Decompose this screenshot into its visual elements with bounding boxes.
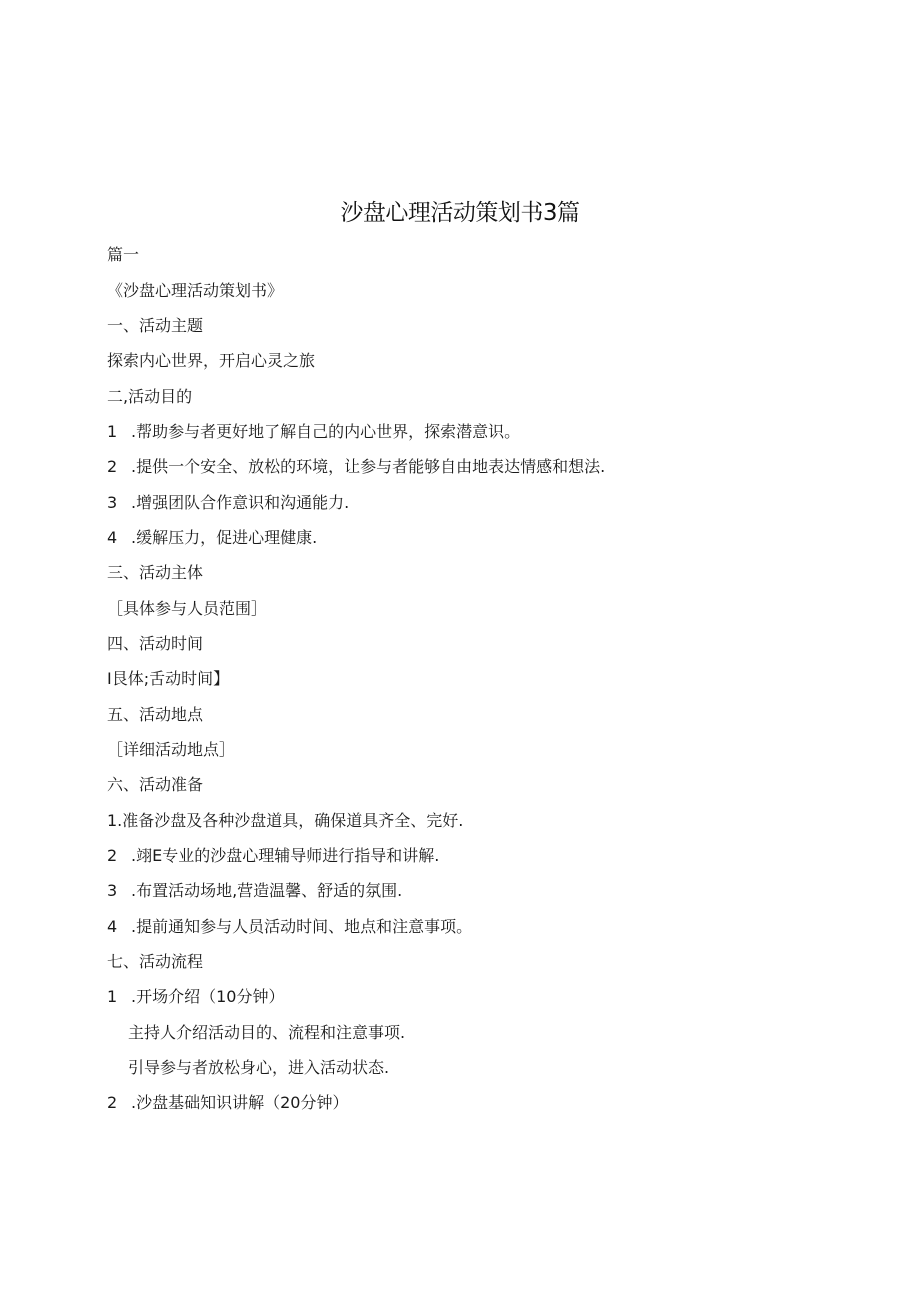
list-number: 4 [107, 528, 118, 547]
list-item [107, 987, 284, 1007]
line-text: 五、活动地点 [107, 705, 204, 724]
list-number: 3 [107, 881, 118, 900]
list-number: 1 [107, 422, 118, 441]
heading-process [107, 952, 203, 972]
list-item [107, 493, 349, 513]
list-item [107, 528, 317, 548]
line-text: 四、活动时间 [107, 634, 204, 653]
list-item [107, 811, 463, 831]
line-text: 引导参与者放松身心，进入活动状态. [128, 1058, 390, 1077]
line-text: .布置活动场地,营造温馨、舒适的氛围. [131, 881, 403, 900]
line-text: 篇一 [107, 245, 140, 264]
sub-item [128, 1058, 389, 1078]
heading-participants [107, 563, 203, 583]
line-text: ［详细活动地点］ [107, 740, 236, 759]
heading-preparation [107, 775, 203, 795]
list-number: 1 [107, 987, 118, 1006]
line-text: .翊E专业的沙盘心理辅导师进行指导和讲解. [131, 846, 440, 865]
list-item [107, 917, 472, 937]
heading-purpose [107, 387, 192, 407]
heading-location [107, 705, 203, 725]
list-item [107, 846, 439, 866]
line-text: 一、活动主题 [107, 316, 204, 335]
heading-theme [107, 316, 203, 336]
line-text: I艮体;舌动时间】 [107, 669, 230, 688]
plan-name [107, 281, 283, 301]
line-text: .开场介绍（10分钟） [131, 987, 285, 1006]
paragraph [107, 351, 315, 371]
line-text: ［具体参与人员范围］ [107, 599, 268, 618]
line-text: 1.准备沙盘及各种沙盘道具，确保道具齐全、完好. [107, 811, 464, 830]
line-text: .沙盘基础知识讲解（20分钟） [131, 1093, 349, 1112]
line-text: .缓解压力，促进心理健康. [131, 528, 318, 547]
list-item [107, 422, 520, 442]
list-number: 2 [107, 846, 118, 865]
line-text: .提供一个安全、放松的环境，让参与者能够自由地表达情感和想法. [131, 457, 606, 476]
list-item [107, 1093, 348, 1113]
line-text: 《沙盘心理活动策划书》 [107, 281, 284, 300]
heading-time [107, 634, 203, 654]
list-number: 2 [107, 1093, 118, 1112]
sub-item [128, 1023, 405, 1043]
line-text: 七、活动流程 [107, 952, 204, 971]
line-text: 三、活动主体 [107, 563, 204, 582]
paragraph [107, 599, 267, 619]
list-number: 2 [107, 457, 118, 476]
paragraph [107, 740, 235, 760]
list-item [107, 457, 605, 477]
line-text: 探索内心世界，开启心灵之旅 [107, 351, 316, 370]
list-item [107, 881, 402, 901]
line-text: .提前通知参与人员活动时间、地点和注意事项。 [131, 917, 473, 936]
document-title: 沙盘心理活动策划书3篇 [340, 200, 580, 226]
line-text: .增强团队合作意识和沟通能力. [131, 493, 350, 512]
paragraph [107, 669, 229, 689]
line-text: 主持人介绍活动目的、流程和注意事项. [128, 1023, 406, 1042]
section-label [107, 245, 139, 265]
list-number: 4 [107, 917, 118, 936]
line-text: 二,活动目的 [107, 387, 193, 406]
line-text: .帮助参与者更好地了解自己的内心世界，探索潜意识。 [131, 422, 521, 441]
line-text: 六、活动准备 [107, 775, 204, 794]
list-number: 3 [107, 493, 118, 512]
